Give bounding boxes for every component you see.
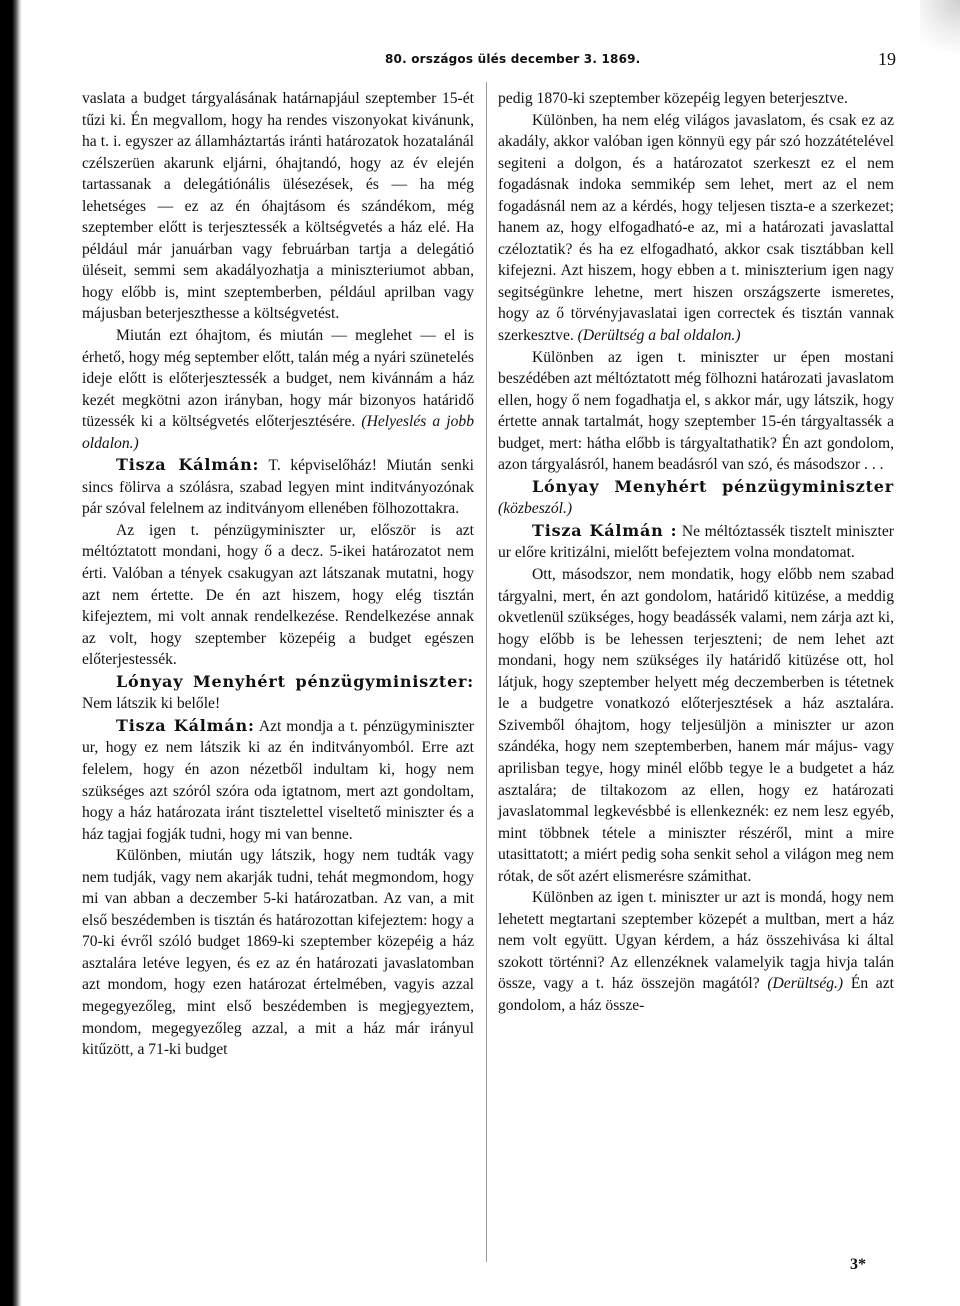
signature-mark: 3* [850, 1256, 866, 1273]
paragraph-text: Ott, másodszor, nem mondatik, hogy előbb nem szabad tárgyalni, mert, én azt gondolom, határidő kitüzése, a meddig okvetlenül szükséges, hogy beadássék valami, nem zárja azt ki, hogy előbb is be lehessen terjeszteni; de nem lehet azt mondani, hogy nem szükséges ily határidő kitüzése ott, hol látjuk, hogy szeptember helyett még deczemberben is tétetnek le a budgetre vonatkozó előterjesztések a ház asztalára. Szivemből óhajtom, hogy teljesüljön a miniszter ur azon szándéka, hogy nem szeptemberben, hanem már május- vagy aprilisban tegye, hogy minél előbb tegye le a budgetet a ház asztalára; de tiltakozom az ellen, hogy ez határozati javaslatommal legkevésbbé is ellenkeznék: ez nem lesz egyéb, mint többnek tétele a miniszter részéről, mint a mire utasittatott; a miért pedig soha senkit sehol a világon meg nem rótak, de sőt azért elismerésre számithat. [498, 566, 894, 885]
scan-binding-edge [0, 0, 22, 1306]
stage-note: (közbeszól.) [498, 500, 573, 518]
paragraph-text: Különben az igen t. miniszter ur épen mostani beszédében azt méltóztatott még fölhozni határozati javaslatom ellen, hogy ő nem fogadhatja el, s akkor már, ugy látszik, hogy értette annak tartalmát, hogy szeptember 15-én tárgyaltassék a budget, mert: hátha előbb is tárgyaltathatik? Én azt gondolom, azon tárgyalásról, hanem beadásról van szó, és másodszor . . . [498, 348, 894, 474]
paragraph [82, 845, 474, 1060]
speech-text: Azt mondja a t. pénzügyminiszter ur, hogy ez nem látszik ki az én inditványomból. Erre azt felelem, hogy én azon nézetből indultam ki, hogy nem szükséges azt szóról szóra oda igtatnom, mert azt gondoltam, hogy a ház határozata iránt tisztelettel viseltető miniszter és a ház tagjai fogják tudni, hogy mi van benne. [82, 717, 475, 843]
speaker-name: Lónyay Menyhért pénzügyminiszter: [116, 671, 474, 691]
paragraph-text: Különben, ha nem elég világos javaslatom, és csak ez az akadály, akkor valóban igen könnyü egy pár szó hozzátételével segiteni a dolgon, és a határozatot szerkeszt ez el nem fogadásnak indoka semmikép sem lehet, mert az el nem fogadásnál nem az a kérdés, hogy teljesen tiszta-e a szerkezet; hanem az, hogy elfogadható-e az, mi a határozati javaslattal czéloztatik? és ha ez elfogadható, akkor csak tisztábban kell kifejezni. Azt hiszem, hogy ebben a t. miniszterium igen nagy segitségünkre lehetne, mert hiszen országszerte ismeretes, hogy az ő törvényjavaslatai igen correctek és tisztán vannak szerkesztve. [498, 111, 894, 345]
speech-text: Ne méltóztassék tisztelt miniszter ur előre kritizálni, mielőtt befejeztem volna mondatomat. [498, 522, 894, 562]
paragraph [82, 325, 474, 454]
paragraph [498, 110, 894, 347]
speaker-name: Tisza Kálmán: [116, 455, 260, 475]
stage-note: (Helyeslés a jobb oldalon.) [82, 413, 474, 452]
paragraph-text: vaslata a budget tárgyalásának határnapjául szeptember 15-ét tűzi ki. Én megvallom, hogy ha rendes viszonyokat kivánunk, ha t. i. egyszer az államháztartás iránti határozatok hozatalánál czélszerüen akarunk eljárni, óhajtandó, hogy az év elején tartassanak a delegátiónális ülésezések, és — ha még lehetséges — ez az én óhajtásom és szándékom, még szeptember előtt is terjesztessék a költségvetés a ház elé. Ha például már januárban vagy februárban tartja a delegátió üléseit, semmi sem akadályozhatja a miniszteriumot abban, hogy előbb is, mint szeptemberben, például aprilban vagy májusban beterjeszthesse a költségvetést. [82, 90, 474, 323]
paragraph-text: Különben, miután ugy látszik, hogy nem tudták vagy nem tudják, vagy nem akarják tudni, tehát megmondom, hogy mi van abban a deczember 5-ki határozatban. Az van, a mit első beszédemben is tisztán és határozottan kifejeztem: hogy a 70-ki évről szóló budget 1869-ki szeptember közepéig a ház asztalára letéve legyen, és ez az én határozati javaslatomban azt mondom, hogy ezen határozat értelmében, vagyis azzal megegyezőleg, mint első beszédemben is megjegyeztem, mondom, megegyezőleg azzal, a mit a ház már irányul kitűzött, a 71-ki budget [82, 847, 474, 1059]
column-divider [486, 82, 487, 1262]
paragraph [82, 88, 474, 325]
paragraph [82, 520, 474, 671]
paragraph-text: Miután ezt óhajtom, és miután — meglehet — el is érhető, hogy még september előtt, talán még a nyári szünetelés ideje előtt is előterjesztessék a budget, nem kivánnám a ház kezét megkötni azon irányban, hogy már bizonyos határidő tüzessék ki a költségvetés előterjesztésére. [82, 327, 474, 431]
paragraph-text: pedig 1870-ki szeptember közepéig legyen beterjesztve. [498, 90, 848, 107]
stage-note: (Derültség a bal oldalon.) [577, 327, 741, 345]
page-header [0, 48, 960, 72]
paragraph [498, 564, 894, 887]
paragraph [498, 520, 894, 564]
paragraph [82, 715, 474, 845]
left-column [82, 88, 474, 1061]
speaker-name: Tisza Kálmán : [532, 520, 678, 540]
speaker-name: Tisza Kálmán: [116, 715, 255, 735]
paragraph-tail: Én azt gondolom, a ház össze- [498, 975, 894, 1014]
speech-text: Nem látszik ki belőle! [82, 695, 221, 713]
page-number: 19 [878, 49, 896, 69]
paragraph-text: Az igen t. pénzügyminiszter ur, először is azt méltóztatott mondani, hogy ő a decz. 5-ikei határozatot nem érti. Valóban a tények csakugyan azt látszanak mutatni, hogy azt nem értette. De én azt hiszem, hogy elég tisztán kifejeztem, mi volt annak rendelkezése. Rendelkezése annak az volt, hogy szeptember közepéig a budget egészen előterjestessék. [82, 521, 474, 669]
paragraph [82, 454, 474, 520]
stage-note: (Derültség.) [767, 975, 844, 993]
paragraph [82, 671, 474, 715]
paragraph [498, 887, 894, 1016]
running-head: 80. országos ülés december 3. 1869. [385, 52, 641, 66]
speech-text: T. képviselőház! Miután senki sincs fölirva a szólásra, szabad legyen mint inditványozónak pár szóval felelnem az inditványom ellenében fölhozottakra. [82, 457, 474, 518]
speaker-name: Lónyay Menyhért pénzügyminiszter [532, 476, 894, 496]
paragraph [498, 476, 894, 520]
paragraph [498, 347, 894, 476]
paragraph [498, 88, 894, 110]
right-column [498, 88, 894, 1017]
paragraph-text: Különben az igen t. miniszter ur azt is mondá, hogy nem lehetett megtartani szeptember közepét a multban, mert a ház nem volt együtt. Ugyan kérdem, a ház összehivása ki által szokott történni? Az ellenzéknek valamelyik tagja hivja talán össze, vagy a t. ház összejön magától? [498, 889, 894, 993]
